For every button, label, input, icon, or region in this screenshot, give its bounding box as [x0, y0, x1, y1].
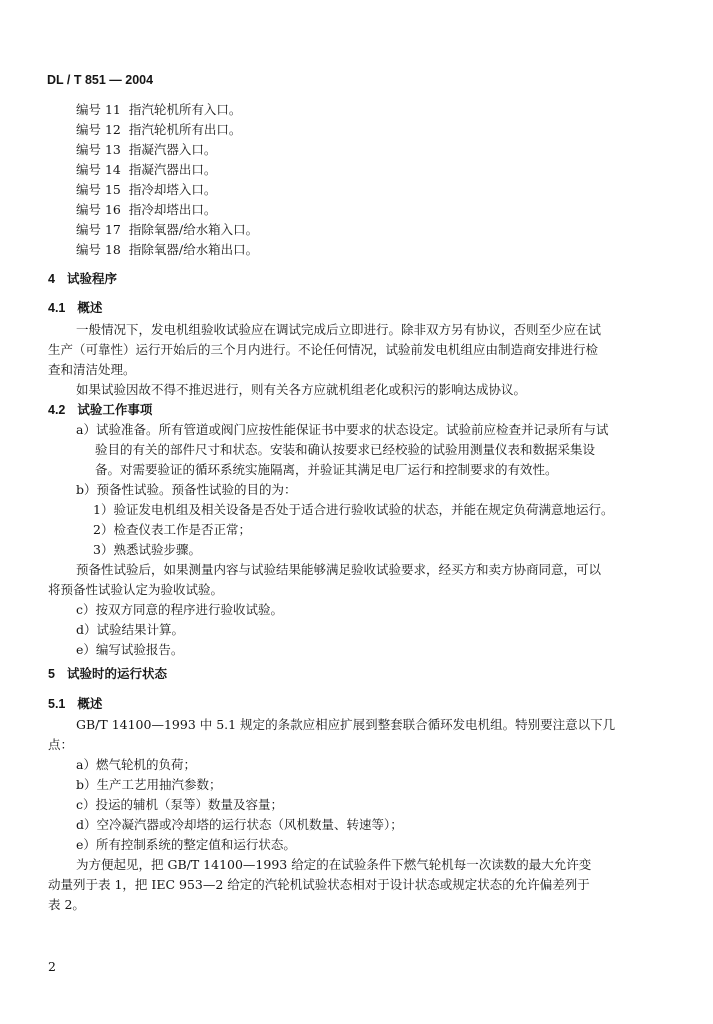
code-label: 编号 14 [76, 162, 121, 177]
code-label: 编号 17 [76, 222, 121, 237]
code-item [76, 101, 241, 118]
code-text: 指凝汽器入口。 [128, 142, 217, 157]
list-item-d: d）试验结果计算。 [76, 622, 185, 637]
paragraph-line: 动量列于表 1，把 IEC 953—2 给定的汽轮机试验状态相对于设计状态或规定状态的允许偏差列于 [48, 877, 590, 892]
code-item [76, 201, 216, 218]
paragraph-line: 查和清洁处理。 [48, 362, 136, 377]
paragraph-line: 生产（可靠性）运行开始后的三个月内进行。不论任何情况，试验前发电机组应由制造商安排进行检 [48, 342, 599, 357]
code-text: 指凝汽器出口。 [128, 162, 217, 177]
code-item [76, 121, 241, 138]
paragraph-line: 如果试验因故不得不推迟进行，则有关各方应就机组老化或积污的影响达成协议。 [76, 382, 527, 397]
paragraph-line: 将预备性试验认定为验收试验。 [48, 582, 224, 597]
list-item-a-cont: 备。对需要验证的循环系统实施隔离，并验证其满足电厂运行和控制要求的有效性。 [95, 462, 558, 477]
code-item [76, 221, 258, 238]
code-text: 指汽轮机所有出口。 [128, 122, 242, 137]
paragraph-line: GB/T 14100—1993 中 5.1 规定的条款应相应扩展到整套联合循环发电机组。特别要注意以下几 [76, 717, 616, 732]
paragraph-line: 预备性试验后，如果测量内容与试验结果能够满足验收试验要求，经买方和卖方协商同意，可以 [76, 562, 602, 577]
list-item-c: c）按双方同意的程序进行验收试验。 [76, 602, 284, 617]
sub-item-2: 2）检查仪表工作是否正常； [93, 522, 251, 537]
code-item [76, 141, 216, 158]
code-text: 指除氧器/给水箱入口。 [128, 222, 259, 237]
paragraph-line: 为方便起见，把 GB/T 14100—1993 给定的在试验条件下燃气轮机每一次读数的最大允许变 [76, 857, 592, 872]
paragraph-line: 一般情况下，发电机组验收试验应在调试完成后立即进行。除非双方另有协议，否则至少应在试 [76, 322, 602, 337]
section-4-2-heading: 4.2 试验工作事项 [48, 402, 153, 417]
list-item-a: a）燃气轮机的负荷； [76, 757, 196, 772]
code-label: 编号 13 [76, 142, 121, 157]
code-label: 编号 15 [76, 182, 121, 197]
code-text: 指除氧器/给水箱出口。 [128, 242, 259, 257]
code-label: 编号 18 [76, 242, 121, 257]
list-item-a-cont: 验目的有关的部件尺寸和状态。安装和确认按要求已经校验的试验用测量仪表和数据采集设 [95, 442, 596, 457]
list-item-c: c）投运的辅机（泵等）数量及容量； [76, 797, 284, 812]
section-5-heading: 5 试验时的运行状态 [48, 666, 167, 681]
list-item-e: e）编写试验报告。 [76, 642, 184, 657]
page-number: 2 [48, 959, 56, 974]
sub-item-3: 3）熟悉试验步骤。 [93, 542, 201, 557]
paragraph-line: 点： [48, 737, 74, 752]
section-4-heading: 4 试验程序 [48, 271, 117, 286]
list-item-e: e）所有控制系统的整定值和运行状态。 [76, 837, 296, 852]
code-label: 编号 11 [76, 102, 121, 117]
paragraph-line: 表 2。 [48, 897, 85, 912]
code-item [76, 241, 258, 258]
code-item [76, 181, 216, 198]
code-label: 编号 12 [76, 122, 121, 137]
section-4-1-heading: 4.1 概述 [48, 300, 103, 315]
document-code: DL / T 851 — 2004 [47, 73, 154, 87]
list-item-d: d）空冷凝汽器或冷却塔的运行状态（风机数量、转速等）； [76, 817, 403, 832]
code-text: 指冷却塔入口。 [128, 182, 217, 197]
code-item [76, 161, 216, 178]
section-5-1-heading: 5.1 概述 [48, 696, 103, 711]
code-text: 指汽轮机所有入口。 [128, 102, 242, 117]
list-item-a: a）试验准备。所有管道或阀门应按性能保证书中要求的状态设定。试验前应检查并记录所有与试 [76, 422, 609, 437]
sub-item-1: 1）验证发电机组及相关设备是否处于适合进行验收试验的状态，并能在规定负荷满意地运行。 [93, 502, 614, 517]
list-item-b: b）生产工艺用抽汽参数； [76, 777, 222, 792]
code-label: 编号 16 [76, 202, 121, 217]
code-text: 指冷却塔出口。 [128, 202, 217, 217]
list-item-b: b）预备性试验。预备性试验的目的为： [76, 482, 297, 497]
